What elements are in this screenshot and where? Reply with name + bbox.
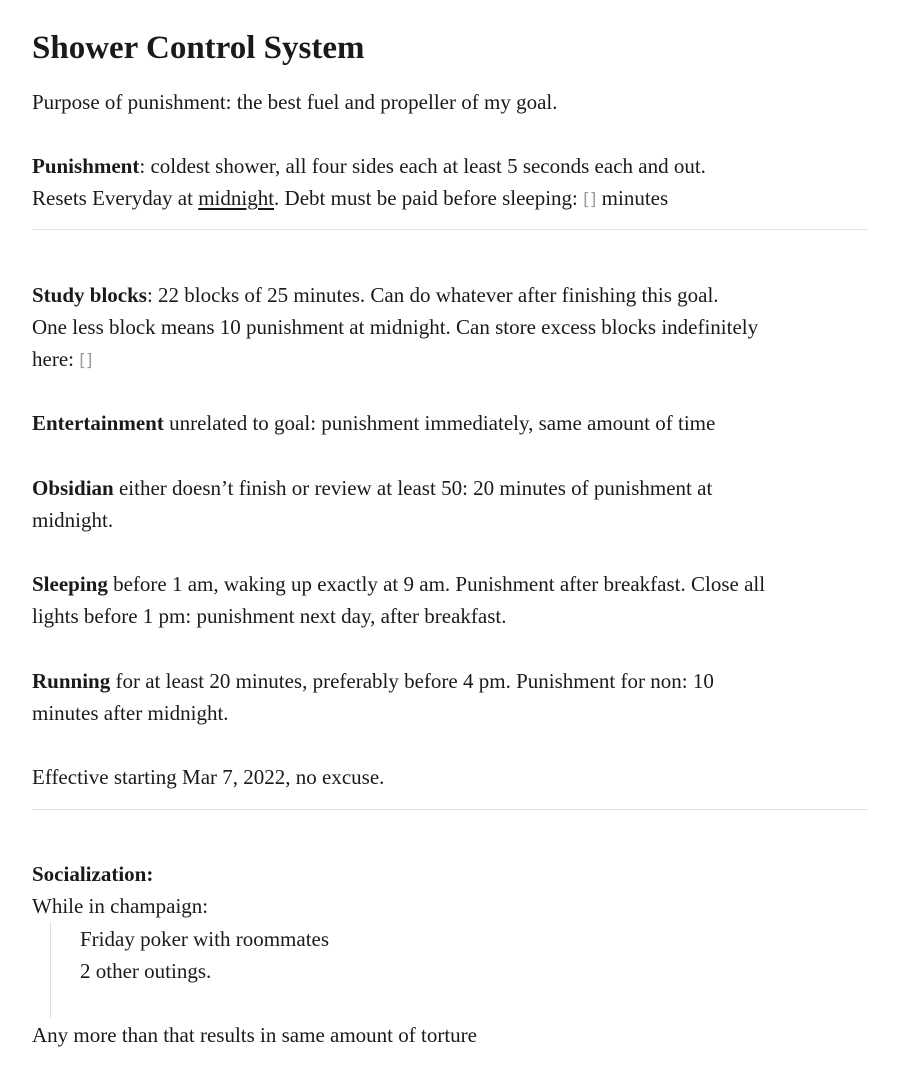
list-item: Friday poker with roommates (80, 927, 330, 951)
punishment-line-1 (32, 150, 706, 182)
section-divider (32, 809, 868, 810)
socialization-intro: While in champaign: (32, 894, 209, 918)
study-line-3 (32, 343, 93, 377)
sleeping-line-1 (32, 568, 765, 600)
obsidian-line-2: midnight. (32, 508, 114, 532)
punishment-debt-text: . Debt must be paid before sleeping: (274, 186, 584, 210)
study-line-1 (32, 279, 719, 311)
study-line-2: One less block means 10 punishment at midnight. Can store excess blocks indefinitely (32, 315, 759, 339)
page-title: Shower Control System (32, 30, 365, 66)
list-item: 2 other outings. (80, 959, 212, 983)
entertainment-line (32, 407, 715, 439)
debt-minutes-field[interactable]: [] (583, 190, 597, 210)
socialization-heading (32, 858, 153, 890)
indent-guide (50, 922, 51, 1018)
obsidian-text-1: either doesn’t finish or review at least 50: 20 minutes of punishment at (113, 476, 713, 500)
purpose-text: Purpose of punishment: the best fuel and propeller of my goal. (32, 90, 558, 114)
punishment-line-2 (32, 182, 668, 216)
section-divider (32, 229, 868, 230)
entertainment-text: unrelated to goal: punishment immediately, same amount of time (163, 411, 716, 435)
socialization-label: Socialization: (32, 862, 154, 886)
running-text-1: for at least 20 minutes, preferably before 4 pm. Punishment for non: 10 (110, 669, 714, 693)
study-store-text: here: (32, 347, 80, 371)
punishment-reset-text: Resets Everyday at (32, 186, 199, 210)
running-label: Running (32, 669, 111, 693)
study-label: Study blocks (32, 283, 147, 307)
socialization-footer: Any more than that results in same amount of torture (32, 1023, 477, 1047)
entertainment-label: Entertainment (32, 411, 164, 435)
punishment-minutes-unit: minutes (596, 186, 669, 210)
midnight-link[interactable]: midnight (198, 186, 275, 210)
obsidian-line-1 (32, 472, 712, 504)
obsidian-label: Obsidian (32, 476, 114, 500)
effective-date-text: Effective starting Mar 7, 2022, no excuse. (32, 765, 385, 789)
punishment-label: Punishment (32, 154, 140, 178)
punishment-text: : coldest shower, all four sides each at least 5 seconds each and out. (139, 154, 706, 178)
running-line-2: minutes after midnight. (32, 701, 229, 725)
stored-blocks-field[interactable]: [] (79, 351, 93, 371)
sleeping-label: Sleeping (32, 572, 108, 596)
sleeping-line-2: lights before 1 pm: punishment next day, after breakfast. (32, 604, 507, 628)
running-line-1 (32, 665, 714, 697)
study-text-1: : 22 blocks of 25 minutes. Can do whatever after finishing this goal. (146, 283, 719, 307)
sleeping-text-1: before 1 am, waking up exactly at 9 am. Punishment after breakfast. Close all (107, 572, 766, 596)
